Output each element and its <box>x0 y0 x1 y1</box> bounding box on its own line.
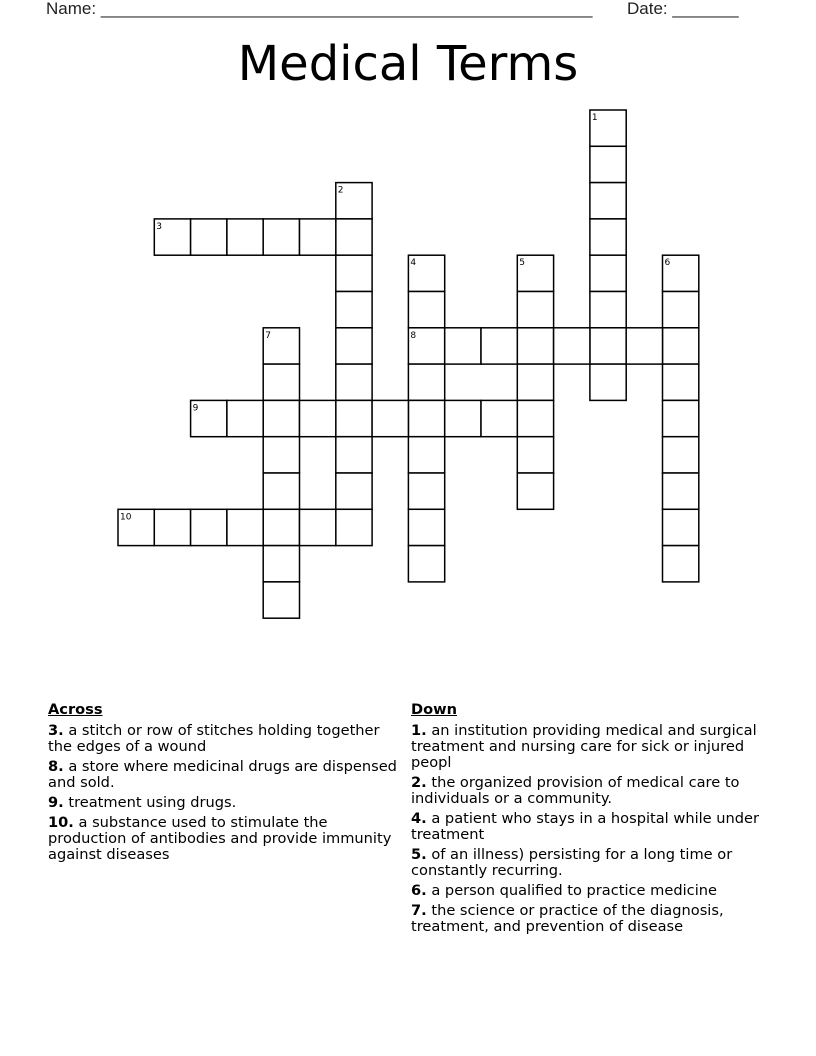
clue-text: a substance used to stimulate the production of antibodies and provide immunity against diseases <box>48 814 392 863</box>
clue-number: 2. <box>411 774 427 791</box>
crossword-cell[interactable] <box>517 292 553 328</box>
crossword-cell[interactable] <box>336 364 372 400</box>
down-clues <box>411 701 771 939</box>
crossword-cell[interactable] <box>263 364 299 400</box>
crossword-cell[interactable] <box>336 219 372 255</box>
clue-item <box>411 811 771 843</box>
crossword-cell[interactable] <box>408 400 444 436</box>
crossword-cell[interactable] <box>590 364 626 400</box>
crossword-cell[interactable] <box>408 292 444 328</box>
clue-text: a person qualified to practice medicine <box>431 882 717 899</box>
crossword-cell[interactable] <box>408 364 444 400</box>
clue-number: 4. <box>411 810 427 827</box>
crossword-cell[interactable] <box>663 292 699 328</box>
crossword-cell[interactable] <box>300 219 336 255</box>
clue-number-label: 6 <box>664 258 671 269</box>
crossword-cell[interactable] <box>445 400 481 436</box>
date-line: _______ <box>672 0 739 18</box>
clue-number-label: 4 <box>410 258 417 269</box>
clue-item <box>411 775 771 807</box>
clue-item <box>411 847 771 879</box>
crossword-cell[interactable] <box>554 328 590 364</box>
clue-number: 10. <box>48 814 74 831</box>
crossword-cell[interactable] <box>336 509 372 545</box>
crossword-cell[interactable] <box>663 473 699 509</box>
crossword-cell[interactable] <box>263 437 299 473</box>
crossword-cell[interactable] <box>336 328 372 364</box>
crossword-cell[interactable] <box>263 582 299 618</box>
clue-number: 8. <box>48 758 64 775</box>
crossword-cell[interactable] <box>517 437 553 473</box>
crossword-cell[interactable] <box>590 255 626 291</box>
name-line: ____________________________________________________ <box>100 0 593 18</box>
crossword-cell[interactable] <box>590 183 626 219</box>
clue-number-label: 1 <box>591 113 598 123</box>
crossword-cell[interactable] <box>227 400 263 436</box>
crossword-cell[interactable] <box>227 219 263 255</box>
crossword-cell[interactable] <box>517 328 553 364</box>
crossword-cell[interactable] <box>263 546 299 582</box>
clue-text: the science or practice of the diagnosis, treatment, and prevention of disease <box>411 902 724 935</box>
crossword-cell[interactable] <box>336 255 372 291</box>
crossword-cell[interactable] <box>626 328 662 364</box>
crossword-cell[interactable] <box>663 546 699 582</box>
crossword-cell[interactable] <box>517 473 553 509</box>
clue-item <box>411 723 771 771</box>
crossword-cell[interactable] <box>408 473 444 509</box>
clue-number-label: 5 <box>519 258 526 269</box>
clue-number-label: 3 <box>156 221 163 232</box>
clue-number: 3. <box>48 722 64 739</box>
crossword-cell[interactable] <box>408 546 444 582</box>
clue-number: 9. <box>48 794 64 811</box>
crossword-cell[interactable] <box>590 328 626 364</box>
clue-number: 5. <box>411 846 427 863</box>
crossword-cell[interactable] <box>263 473 299 509</box>
clue-text: a patient who stays in a hospital while under treatment <box>411 810 760 843</box>
down-heading: Down <box>411 701 458 718</box>
clue-item <box>48 759 403 791</box>
crossword-cell[interactable] <box>663 437 699 473</box>
clue-item <box>48 795 403 811</box>
crossword-cell[interactable] <box>336 437 372 473</box>
across-heading: Across <box>48 701 103 718</box>
clue-text: an institution providing medical and surgical treatment and nursing care for sick or injured peopl <box>411 722 757 771</box>
crossword-cell[interactable] <box>191 219 227 255</box>
date-label: Date: <box>627 0 668 18</box>
across-clues <box>48 701 403 867</box>
clue-text: a store where medicinal drugs are dispensed and sold. <box>48 758 397 791</box>
clue-text: the organized provision of medical care to individuals or a community. <box>411 774 740 807</box>
crossword-cell[interactable] <box>263 219 299 255</box>
clue-item <box>411 903 771 935</box>
crossword-cell[interactable] <box>590 146 626 182</box>
name-label: Name: <box>46 0 97 18</box>
crossword-cell[interactable] <box>408 509 444 545</box>
clue-number-label: 8 <box>410 330 417 341</box>
crossword-cell[interactable] <box>590 292 626 328</box>
crossword-cell[interactable] <box>191 509 227 545</box>
clue-number-label: 2 <box>337 185 344 196</box>
clue-item <box>411 883 771 899</box>
crossword-cell[interactable] <box>517 400 553 436</box>
clue-text: of an illness) persisting for a long time or constantly recurring. <box>411 846 733 879</box>
clue-item <box>48 815 403 863</box>
crossword-cell[interactable] <box>663 364 699 400</box>
clue-number: 6. <box>411 882 427 899</box>
clue-number-label: 10 <box>120 512 132 523</box>
crossword-cell[interactable] <box>336 292 372 328</box>
clue-text: a stitch or row of stitches holding together the edges of a wound <box>48 722 380 755</box>
clue-number-label: 9 <box>192 403 199 414</box>
crossword-cell[interactable] <box>263 509 299 545</box>
crossword-cell[interactable] <box>517 364 553 400</box>
crossword-cell[interactable] <box>263 400 299 436</box>
crossword-cell[interactable] <box>481 400 517 436</box>
page-title: Medical Terms <box>237 36 579 92</box>
crossword-cell[interactable] <box>663 328 699 364</box>
crossword-cell[interactable] <box>481 328 517 364</box>
clue-number: 1. <box>411 722 427 739</box>
crossword-cell[interactable] <box>154 509 190 545</box>
clue-number: 7. <box>411 902 427 919</box>
crossword-cell[interactable] <box>590 219 626 255</box>
crossword-cell[interactable] <box>300 400 336 436</box>
clue-number-label: 7 <box>265 330 271 341</box>
clue-text: treatment using drugs. <box>68 794 237 811</box>
clue-item <box>48 723 403 755</box>
crossword-cell[interactable] <box>408 437 444 473</box>
crossword-cell[interactable] <box>663 400 699 436</box>
crossword-cell[interactable] <box>372 400 408 436</box>
crossword-cell[interactable] <box>336 400 372 436</box>
crossword-cell[interactable] <box>445 328 481 364</box>
crossword-cell[interactable] <box>336 473 372 509</box>
crossword-cell[interactable] <box>300 509 336 545</box>
crossword-cell[interactable] <box>663 509 699 545</box>
crossword-cell[interactable] <box>227 509 263 545</box>
